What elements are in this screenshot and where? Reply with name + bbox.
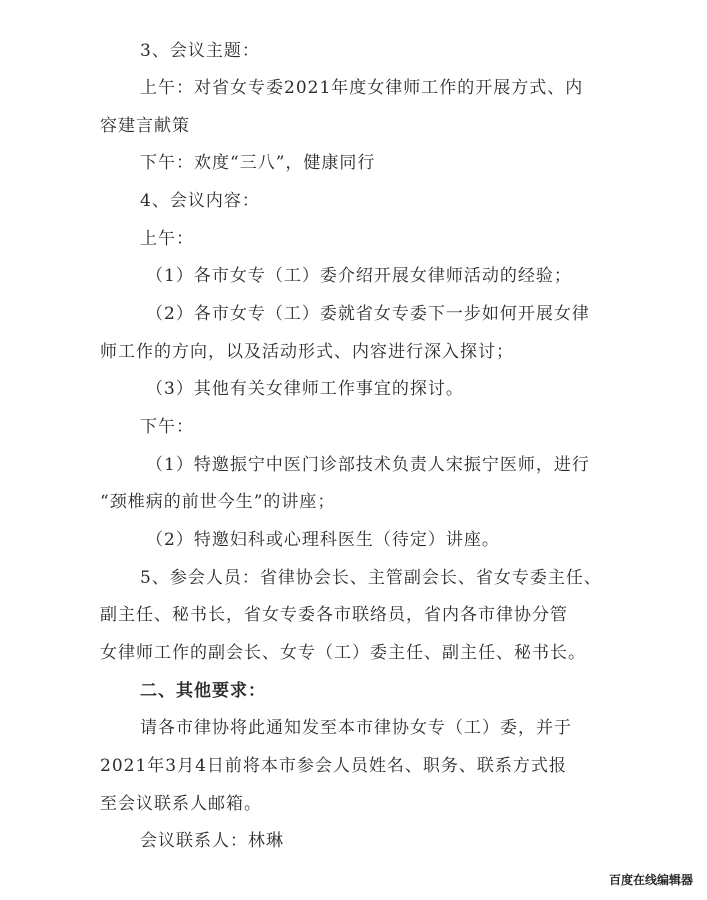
text-line: 下午：欢度“三八”，健康同行 xyxy=(140,153,376,173)
section-other-requirements-heading: 二、其他要求： xyxy=(140,681,266,701)
text-line: 副主任、秘书长，省女专委各市联络员，省内各市律协分管 xyxy=(100,605,568,625)
text-line: （1）各市女专（工）委介绍开展女律师活动的经验； xyxy=(146,266,572,286)
text-line: （2）特邀妇科或心理科医生（待定）讲座。 xyxy=(146,530,500,550)
watermark-text: 百度在线编辑器 xyxy=(608,873,693,887)
section-5-heading: 5、参会人员：省律协会长、主管副会长、省女专委主任、 xyxy=(140,568,602,588)
section-4-heading: 4、会议内容： xyxy=(140,191,260,211)
text-line: 女律师工作的副会长、女专（工）委主任、副主任、秘书长。 xyxy=(100,643,586,663)
text-line: （2）各市女专（工）委就省女专委下一步如何开展女律 xyxy=(146,304,590,324)
text-line: （1）特邀振宁中医门诊部技术负责人宋振宁医师，进行 xyxy=(146,455,590,475)
text-line: 下午： xyxy=(140,417,194,437)
text-line: 2021年3月4日前将本市参会人员姓名、职务、联系方式报 xyxy=(100,756,567,776)
text-line: 请各市律协将此通知发至本市律协女专（工）委，并于 xyxy=(140,718,572,738)
text-line: 上午：对省女专委2021年度女律师工作的开展方式、内 xyxy=(140,78,584,98)
text-line: 容建言献策 xyxy=(100,116,190,136)
text-line: 上午： xyxy=(140,229,194,249)
text-line: “颈椎病的前世今生”的讲座； xyxy=(100,492,336,512)
section-3-heading: 3、会议主题： xyxy=(140,41,260,61)
contact-line: 会议联系人：林琳 xyxy=(140,831,284,851)
text-line: 至会议联系人邮箱。 xyxy=(100,794,262,814)
text-line: （3）其他有关女律师工作事宜的探讨。 xyxy=(146,379,464,399)
text-line: 师工作的方向，以及活动形式、内容进行深入探讨； xyxy=(100,342,514,362)
